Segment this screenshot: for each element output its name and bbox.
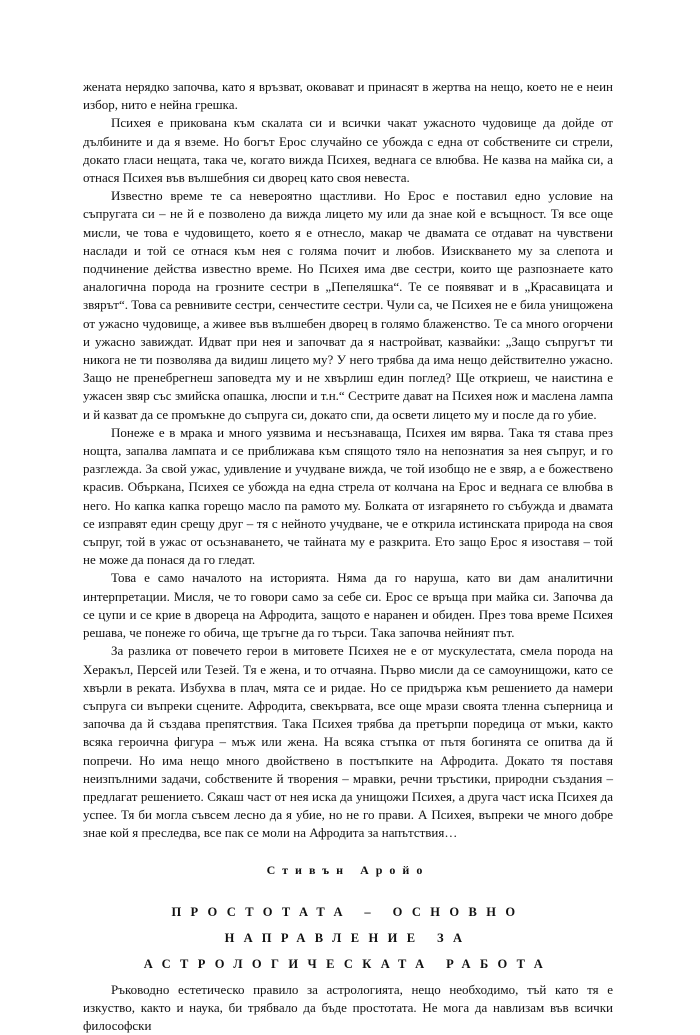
paragraph: За разлика от повечето герои в митовете Психея не е от мускулестата, смела порода на Херакъл, Персей или Тезей. Тя е жена, и то отчаяна. Първо мисли да се самоунищожи, като се хвърли в реката. Избухва в плач, мята се и ридае. Но се придържа към решението да намери съпруга си въпреки сцените. Афродита, свекървата, все още мрази своята тленна съперница и започва да й създава препятствия. Така Психея трябва да претърпи поредица от мъки, както всяка героична фигура – мъж или жена. На всяка стъпка от пътя богинята се опитва да й попречи. Но има нещо много двойствено в постъпките на Афродита. Докато тя поставя неизпълними задачи, собствените й творения – мравки, речни тръстики, природни създания – предлагат решението. Сякаш част от нея иска да унищожи Психея, а друга част иска Психея да успее. Тя би могла съвсем лесно да я убие, но не го прави. А Психея, въпреки че много добре знае кой я преследва, все пак се моли на Афродита за напътствия…: [83, 643, 613, 841]
paragraph-continued: жената нерядко започва, като я връзват, оковават и принасят в жертва на нещо, което не е неин избор, нито е нейна грешка.: [83, 79, 613, 113]
author-name: Стивън Аройо: [266, 862, 430, 877]
paragraph: Понеже е в мрака и много уязвима и несъзнаваща, Психея им вярва. Така тя става през нощта, запалва лампата и се приближава към спящото тяло на непознатия за нея съпруг, и го разглежда. За свой ужас, удивление и учудване вижда, че той изобщо не е звяр, а е божествено красив. Объркана, Психея се убожда на една стрела от колчана на Ерос и веднага се влюбва в него. Но капка капка горещо масло па рамото му. Болката от изгарянето го събужда и двамата се изправят един срещу друг – тя с нейното учудване, че е открила истинската природа на своя съпруг, той в ужас от осъзнаването, че тайната му е разкрита. Ето защо Ерос я изоставя – той не може да понася да го гледат.: [83, 424, 613, 568]
heading-line-3: АСТРОЛОГИЧЕСКАТА РАБОТА: [143, 956, 553, 971]
paragraph: Известно време те са невероятно щастливи. Но Ерос е поставил едно условие на съпругата си – не й е позволено да вижда лицето му или да знае кой е всъщност. Тя все още мисли, че това е чудовището, което я е отнесло, макар че двамата се отдават на чувствени наслади и той се отнася към нея с голяма почит и любов. Изискването му за слепота и подчинение действа известно време. Но Психея има две сестри, които ще разпознаете като аналогична порода на грозните сестри в „Пепеляшка“. Те се появяват и в „Красавицата и звярът“. Това са ревнивите сестри, сенчестите сестри. Чули са, че Психея не е била унищожена от ужасно чудовище, а живее във вълшебен дворец в голямо блаженство. Те са много огорчени и ужасно завиждат. Идват при нея и започват да я настройват, казвайки: „Защо съпругът ти никога не ти позволява да видиш лицето му? У него трябва да има нещо действително ужасно. Защо не пренебрегнеш заповедта му и не хвърлиш един поглед? Ще откриеш, че наистина е ужасен звяр със змийска опашка, люспи и т.н.“ Сестрите дават на Психея нож и маслена лампа и й казват да се промъкне до съпруга си, докато спи, да освети лицето му и после да го убие.: [83, 188, 613, 422]
section-heading: [83, 903, 613, 973]
paragraph-final: Ръководно естетическо правило за астрологията, нещо необходимо, тъй като тя е изкуство, както и наука, би трябвало да бъде простотата. Не мога да навлизам във всички философски: [83, 981, 613, 1034]
heading-line-2: НАПРАВЛЕНИЕ ЗА: [224, 930, 472, 945]
paragraph: Това е само началото на историята. Няма да го наруша, като ви дам аналитични интерпретации. Мисля, че то говори само за себе си. Ерос се връща при майка си. Започва да се цупи и се крие в двореца на Афродита, защото е наранен и обиден. През това време Психея решава, че понеже го обича, ще тръгне да го търси. Така започва нейният път.: [83, 570, 613, 641]
paragraph: Психея е прикована към скалата си и всички чакат ужасното чудовище да дойде от дълбините и да я вземе. Но богът Ерос случайно се убожда с една от собствените си стрели, докато гласи нещата, така че, когато вижда Психея, веднага се влюбва. Не казва на майка си, а отнася Психея във вълшебния си дворец като своя невеста.: [83, 115, 613, 186]
heading-line-1: ПРОСТОТАТА – ОСНОВНО: [171, 904, 525, 919]
